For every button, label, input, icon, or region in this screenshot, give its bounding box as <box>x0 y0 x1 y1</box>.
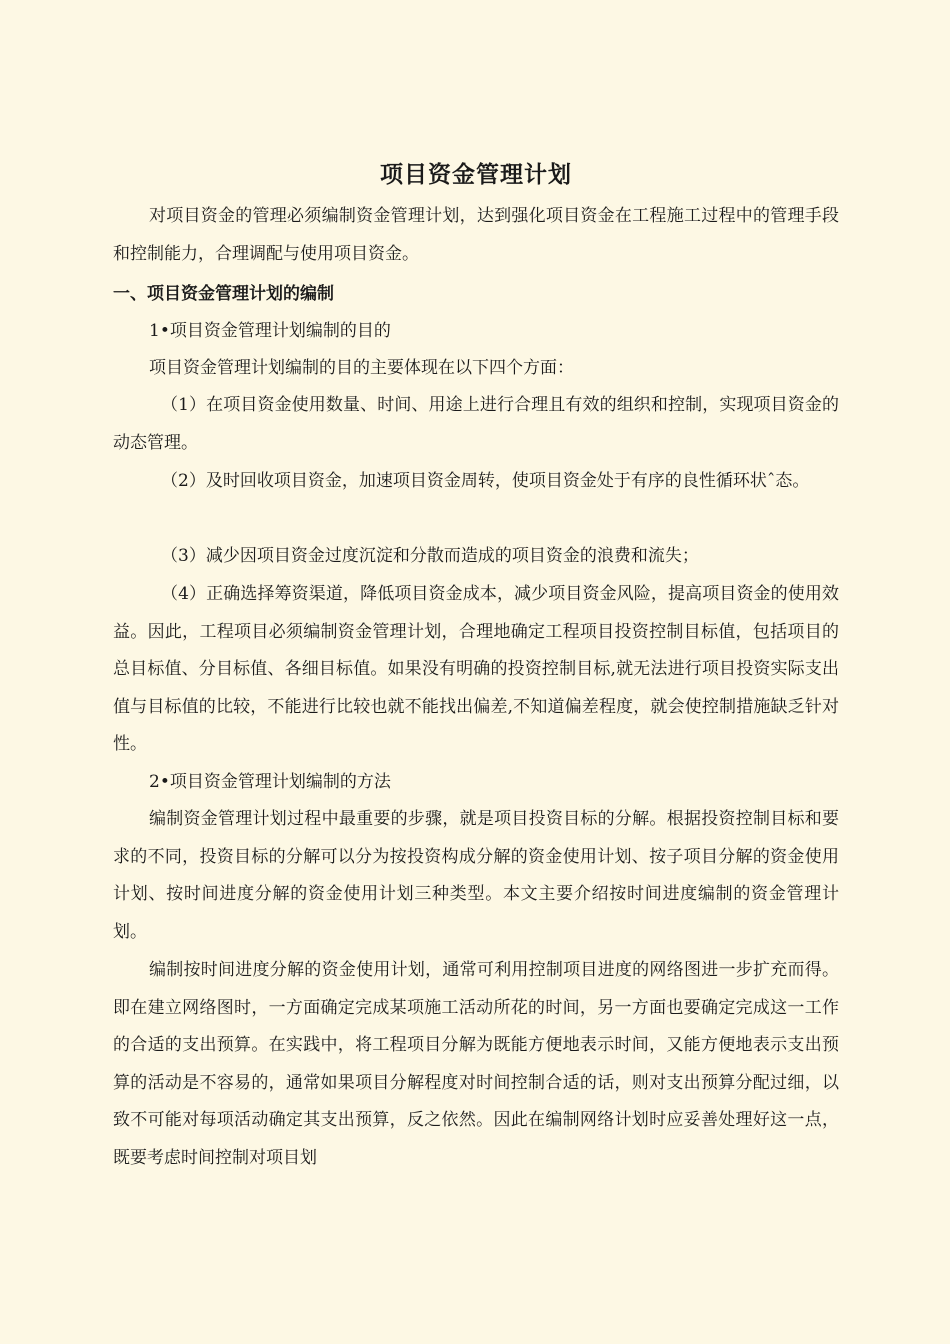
purpose-lead-paragraph: 项目资金管理计划编制的目的主要体现在以下四个方面： <box>149 358 574 378</box>
method-paragraph-2: 编制按时间进度分解的资金使用计划，通常可利用控制项目进度的网络图进一步扩充而得。即在建立网络图时，一方面确定完成某项施工活动所花的时间，另一方面也要确定完成这一工作的合适的支出预算。在实践中，将工程项目分解为既能方便地表示时间，又能方便地表示支出预算的活动是不容易的，通常如果项目分解程度对时间控制合适的话，则对支出预算分配过细，以致不可能对每项活动确定其支出预算，反之依然。因此在编制网络计划时应妥善处理好这一点，既要考虑时间控制对项目划 <box>113 960 839 1168</box>
purpose-item-1: （1）在项目资金使用数量、时间、用途上进行合理且有效的组织和控制，实现项目资金的动态管理。 <box>113 395 839 453</box>
section-heading: 一、项目资金管理计划的编制 <box>113 284 334 304</box>
subsection-heading-purpose: 1•项目资金管理计划编制的目的 <box>149 321 391 341</box>
method-paragraph-1: 编制资金管理计划过程中最重要的步骤，就是项目投资目标的分解。根据投资控制目标和要求的不同，投资目标的分解可以分为按投资构成分解的资金使用计划、按子项目分解的资金使用计划、按时间进度分解的资金使用计划三种类型。本文主要介绍按时间进度编制的资金管理计划。 <box>113 809 839 942</box>
purpose-item-3: （3）减少因项目资金过度沉淀和分散而造成的项目资金的浪费和流失； <box>161 546 699 566</box>
subsection-heading-method: 2•项目资金管理计划编制的方法 <box>149 772 391 792</box>
intro-paragraph: 对项目资金的管理必须编制资金管理计划，达到强化项目资金在工程施工过程中的管理手段和控制能力，合理调配与使用项目资金。 <box>113 206 839 264</box>
page-title: 项目资金管理计划 <box>380 162 572 188</box>
purpose-item-2: （2）及时回收项目资金，加速项目资金周转，使项目资金处于有序的良性循环状ˆ态。 <box>161 471 810 491</box>
purpose-item-4: （4）正确选择筹资渠道，降低项目资金成本，减少项目资金风险，提高项目资金的使用效益。因此，工程项目必须编制资金管理计划，合理地确定工程项目投资控制目标值，包括项目的总目标值、分目标值、各细目标值。如果没有明确的投资控制目标,就无法进行项目投资实际支出值与目标值的比较，不能进行比较也就不能找出偏差,不知道偏差程度，就会使控制措施缺乏针对性。 <box>113 584 839 754</box>
